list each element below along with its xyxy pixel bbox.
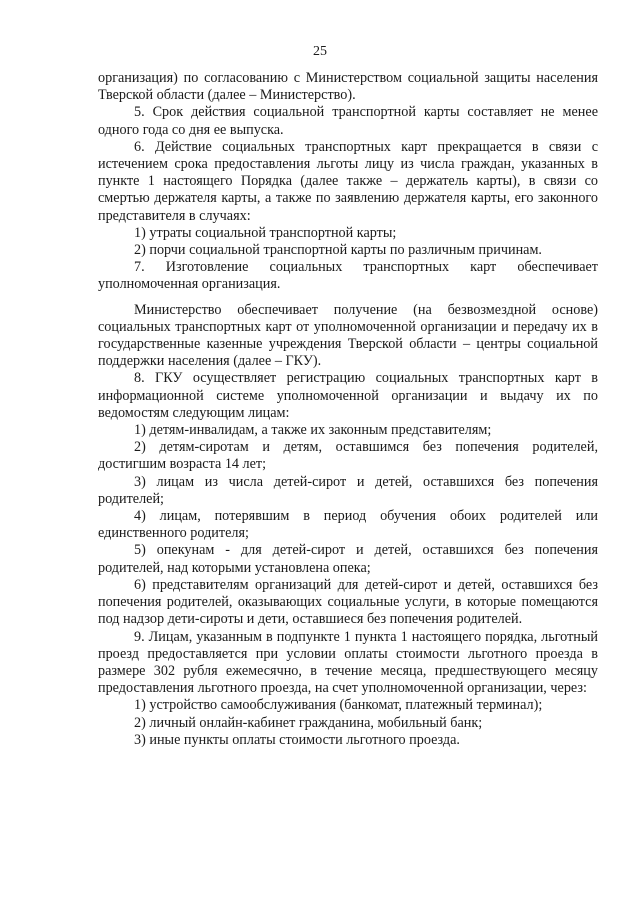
- page-number: 25: [313, 44, 327, 59]
- paragraph: 4) лицам, потерявшим в период обучения обоих родителей или единственного родителя;: [98, 508, 598, 542]
- paragraph: Министерство обеспечивает получение (на безвозмездной основе) социальных транспортных карт от уполномоченной организации и передачу их в государственные казенные учреждения Тверской области – центры социальной поддержки населения (далее – ГКУ).: [98, 301, 598, 370]
- paragraph: 5. Срок действия социальной транспортной карты составляет не менее одного года со дня ее выпуска.: [98, 104, 598, 138]
- paragraph: 9. Лицам, указанным в подпункте 1 пункта 1 настоящего порядка, льготный проезд предоставляется при условии оплаты стоимости льготного проезда в размере 302 рубля ежемесячно, в течение месяца, предшествующего месяцу предоставления льготного проезда, на счет уполномоченной организации, через:: [98, 628, 598, 697]
- paragraph: 1) устройство самообслуживания (банкомат, платежный терминал);: [134, 697, 543, 714]
- paragraph: 2) личный онлайн-кабинет гражданина, мобильный банк;: [134, 714, 483, 731]
- paragraph: 7. Изготовление социальных транспортных карт обеспечивает уполномоченная организация.: [98, 259, 598, 293]
- paragraph: 6. Действие социальных транспортных карт прекращается в связи с истечением срока предоставления льготы лицу из числа граждан, указанных в пункте 1 настоящего Порядка (далее также – держатель карты), в связи со смертью держателя карты, а также по заявлению держателя карты, его законного представителя в случаях:: [98, 138, 598, 224]
- paragraph: 2) детям-сиротам и детям, оставшимся без попечения родителей, достигшим возраста 14 лет;: [98, 439, 598, 473]
- paragraph: 1) утраты социальной транспортной карты;: [134, 224, 397, 241]
- document-body: [98, 70, 598, 749]
- paragraph: 3) лицам из числа детей-сирот и детей, оставшихся без попечения родителей;: [98, 473, 598, 507]
- paragraph: 6) представителям организаций для детей-сирот и детей, оставшихся без попечения родителей, оказывающих социальные услуги, в которые помещаются под надзор дети-сироты и дети, оставшиеся без попечения родителей.: [98, 576, 598, 628]
- paragraph: 1) детям-инвалидам, а также их законным представителям;: [134, 422, 492, 439]
- paragraph: 5) опекунам - для детей-сирот и детей, оставшихся без попечения родителей, над которыми установлена опека;: [98, 542, 598, 576]
- paragraph: 8. ГКУ осуществляет регистрацию социальных транспортных карт в информационной системе уполномоченной организации и выдачу их по ведомостям следующим лицам:: [98, 370, 598, 421]
- paragraph: 3) иные пункты оплаты стоимости льготного проезда.: [134, 731, 460, 748]
- paragraph: организация) по согласованию с Министерством социальной защиты населения Тверской области (далее – Министерство).: [98, 70, 598, 104]
- paragraph: 2) порчи социальной транспортной карты по различным причинам.: [134, 242, 542, 259]
